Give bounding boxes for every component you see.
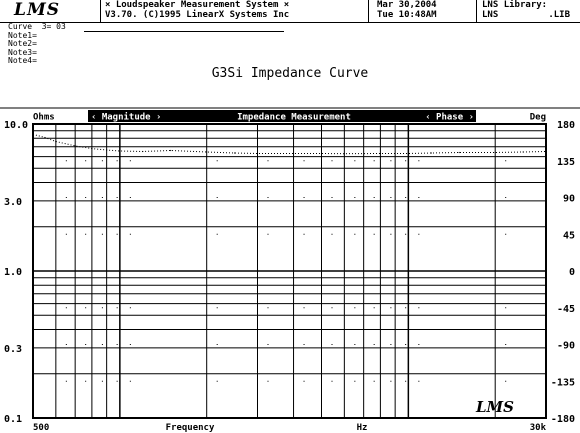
grid-dot (390, 381, 391, 382)
banner-title: Impedance Measurement (237, 112, 351, 123)
x-tick-label: 30k (529, 423, 546, 433)
grid-dot (66, 307, 67, 308)
grid-dot (390, 160, 391, 161)
system-line-1: × Loudspeaker Measurement System × (105, 0, 290, 10)
banner-magnitude: ‹ Magnitude › (91, 112, 162, 123)
grid-dot (418, 160, 419, 161)
system-line-2: V3.70. (C)1995 LinearX Systems Inc (105, 10, 290, 20)
grid-dot (102, 307, 103, 308)
grid-dot (117, 197, 118, 198)
library-title: Library: (503, 0, 548, 10)
grid-dot (505, 160, 506, 161)
grid-dot (390, 307, 391, 308)
grid-dot (374, 307, 375, 308)
chart-title: G3Si Impedance Curve (211, 66, 369, 81)
grid-dot (267, 160, 268, 161)
y-tick-label: 0.1 (4, 414, 23, 425)
grid-dot (102, 234, 103, 235)
grid-dot (130, 234, 131, 235)
grid-dot (418, 344, 419, 345)
grid-dot (85, 344, 86, 345)
x-axis-unit: Hz (356, 423, 368, 433)
grid-dot (267, 271, 268, 272)
grid-dot (354, 234, 355, 235)
y2-tick-label: -135 (550, 377, 575, 389)
grid-dot (390, 197, 391, 198)
grid-dot (354, 271, 355, 272)
y2-tick-label: 0 (568, 267, 575, 278)
note-3: Note3= (8, 47, 37, 57)
grid-dot (267, 381, 268, 382)
impedance-point (380, 153, 381, 154)
grid-dot (102, 344, 103, 345)
grid-dot (405, 307, 406, 308)
grid-dot (505, 381, 506, 382)
grid-dot (405, 234, 406, 235)
grid-dot (130, 381, 131, 382)
grid-dot (102, 381, 103, 382)
impedance-point (91, 148, 92, 149)
grid-dot (332, 344, 333, 345)
y2-tick-label: 45 (562, 230, 575, 242)
grid-dot (130, 271, 131, 272)
y-tick-label: 0.3 (4, 343, 23, 355)
right-axis-unit: Deg (529, 112, 546, 123)
grid-dot (374, 381, 375, 382)
grid-dot (374, 271, 375, 272)
grid-dot (130, 197, 131, 198)
grid-dot (217, 344, 218, 345)
grid-dot (267, 234, 268, 235)
grid-dot (130, 344, 131, 345)
grid-dot (66, 160, 67, 161)
grid-dot (217, 307, 218, 308)
grid-dot (405, 160, 406, 161)
impedance-point (142, 151, 143, 152)
grid-dot (217, 271, 218, 272)
y2-tick-label: -90 (556, 340, 575, 352)
impedance-point (75, 145, 76, 146)
grid-dot (418, 234, 419, 235)
impedance-point (170, 150, 171, 151)
grid-dot (390, 344, 391, 345)
grid-dot (304, 381, 305, 382)
grid-dot (405, 197, 406, 198)
grid-dot (332, 271, 333, 272)
grid-dot (267, 197, 268, 198)
grid-dot (505, 307, 506, 308)
note-4: Note4= (8, 56, 37, 65)
lms-logo: LMS (14, 0, 61, 20)
grid-dot (66, 381, 67, 382)
grid-dot (418, 307, 419, 308)
y2-tick-label: 135 (556, 156, 575, 168)
grid-dot (332, 307, 333, 308)
impedance-point (459, 152, 460, 153)
grid-dot (117, 381, 118, 382)
grid-dot (304, 307, 305, 308)
impedance-point (545, 151, 546, 152)
grid-dot (354, 381, 355, 382)
curve-label: Curve 3= 03 (8, 22, 66, 31)
grid-dot (117, 271, 118, 272)
grid-dot (85, 234, 86, 235)
grid-dot (332, 197, 333, 198)
grid-dot (304, 160, 305, 161)
library-label-2: LNS (482, 10, 499, 20)
grid-dot (505, 344, 506, 345)
x-axis-label: Frequency (165, 423, 215, 433)
grid-dot (505, 234, 506, 235)
grid-dot (217, 234, 218, 235)
impedance-series-line (33, 134, 546, 153)
grid-dot (102, 197, 103, 198)
grid-dot (130, 307, 131, 308)
grid-dot (66, 271, 67, 272)
grid-dot (354, 307, 355, 308)
grid-dot (405, 271, 406, 272)
grid-dot (505, 271, 506, 272)
grid-dot (505, 197, 506, 198)
banner-phase: ‹ Phase › (425, 112, 474, 123)
impedance-point (321, 153, 322, 154)
impedance-point (408, 153, 409, 154)
grid-dot (332, 381, 333, 382)
y2-tick-label: -45 (556, 303, 575, 315)
library-file: .LIB (548, 10, 570, 20)
impedance-point (344, 153, 345, 154)
grid-dot (102, 271, 103, 272)
y2-tick-label: -180 (550, 414, 575, 425)
grid-dot (418, 197, 419, 198)
y-tick-label: 3.0 (4, 196, 23, 208)
grid-dot (117, 160, 118, 161)
impedance-point (206, 151, 207, 152)
impedance-point (495, 152, 496, 153)
impedance-point (523, 151, 524, 152)
grid-dot (267, 307, 268, 308)
impedance-point (234, 152, 235, 153)
grid-dot (217, 381, 218, 382)
grid-dot (374, 234, 375, 235)
grid-dot (390, 234, 391, 235)
grid-dot (418, 271, 419, 272)
grid-dot (217, 160, 218, 161)
y-tick-label: 10.0 (4, 120, 29, 131)
grid-dot (85, 271, 86, 272)
time-text: Tue 10:48AM (377, 10, 437, 20)
grid-dot (304, 197, 305, 198)
grid-dot (304, 234, 305, 235)
note-2: Note2= (8, 39, 37, 48)
grid-dot (102, 160, 103, 161)
grid-dot (117, 344, 118, 345)
grid-dot (354, 197, 355, 198)
left-axis-unit: Ohms (33, 112, 55, 123)
grid-dot (117, 307, 118, 308)
grid-dot (66, 234, 67, 235)
impedance-point (55, 141, 56, 142)
grid-dot (66, 344, 67, 345)
impedance-point (293, 153, 294, 154)
grid-dot (66, 197, 67, 198)
watermark-logo: LMS (476, 398, 514, 416)
grid-dot (405, 381, 406, 382)
grid-dot (354, 160, 355, 161)
impedance-point (119, 150, 120, 151)
grid-dot (85, 197, 86, 198)
grid-dot (405, 344, 406, 345)
grid-dot (304, 271, 305, 272)
y2-tick-label: 180 (556, 120, 575, 131)
grid-dot (117, 234, 118, 235)
impedance-point (431, 152, 432, 153)
grid-dot (332, 160, 333, 161)
grid-dot (217, 197, 218, 198)
grid-dot (374, 160, 375, 161)
note-1: Note1= (8, 30, 37, 40)
y-tick-label: 1.0 (4, 267, 23, 278)
x-tick-label: 500 (33, 423, 50, 433)
library-label-1: LNS (482, 0, 499, 10)
impedance-point (257, 153, 258, 154)
grid-dot (304, 344, 305, 345)
grid-dot (267, 344, 268, 345)
grid-dot (332, 234, 333, 235)
grid-dot (354, 344, 355, 345)
impedance-point (32, 134, 33, 135)
grid-dot (85, 160, 86, 161)
grid-dot (374, 197, 375, 198)
impedance-point (106, 149, 107, 150)
grid-dot (418, 381, 419, 382)
impedance-point (44, 137, 45, 138)
grid-dot (390, 271, 391, 272)
grid-dot (85, 307, 86, 308)
date-text: Mar 30,2004 (377, 0, 437, 10)
y2-tick-label: 90 (562, 193, 575, 205)
grid-dot (374, 344, 375, 345)
grid-dot (85, 381, 86, 382)
grid-dot (130, 160, 131, 161)
